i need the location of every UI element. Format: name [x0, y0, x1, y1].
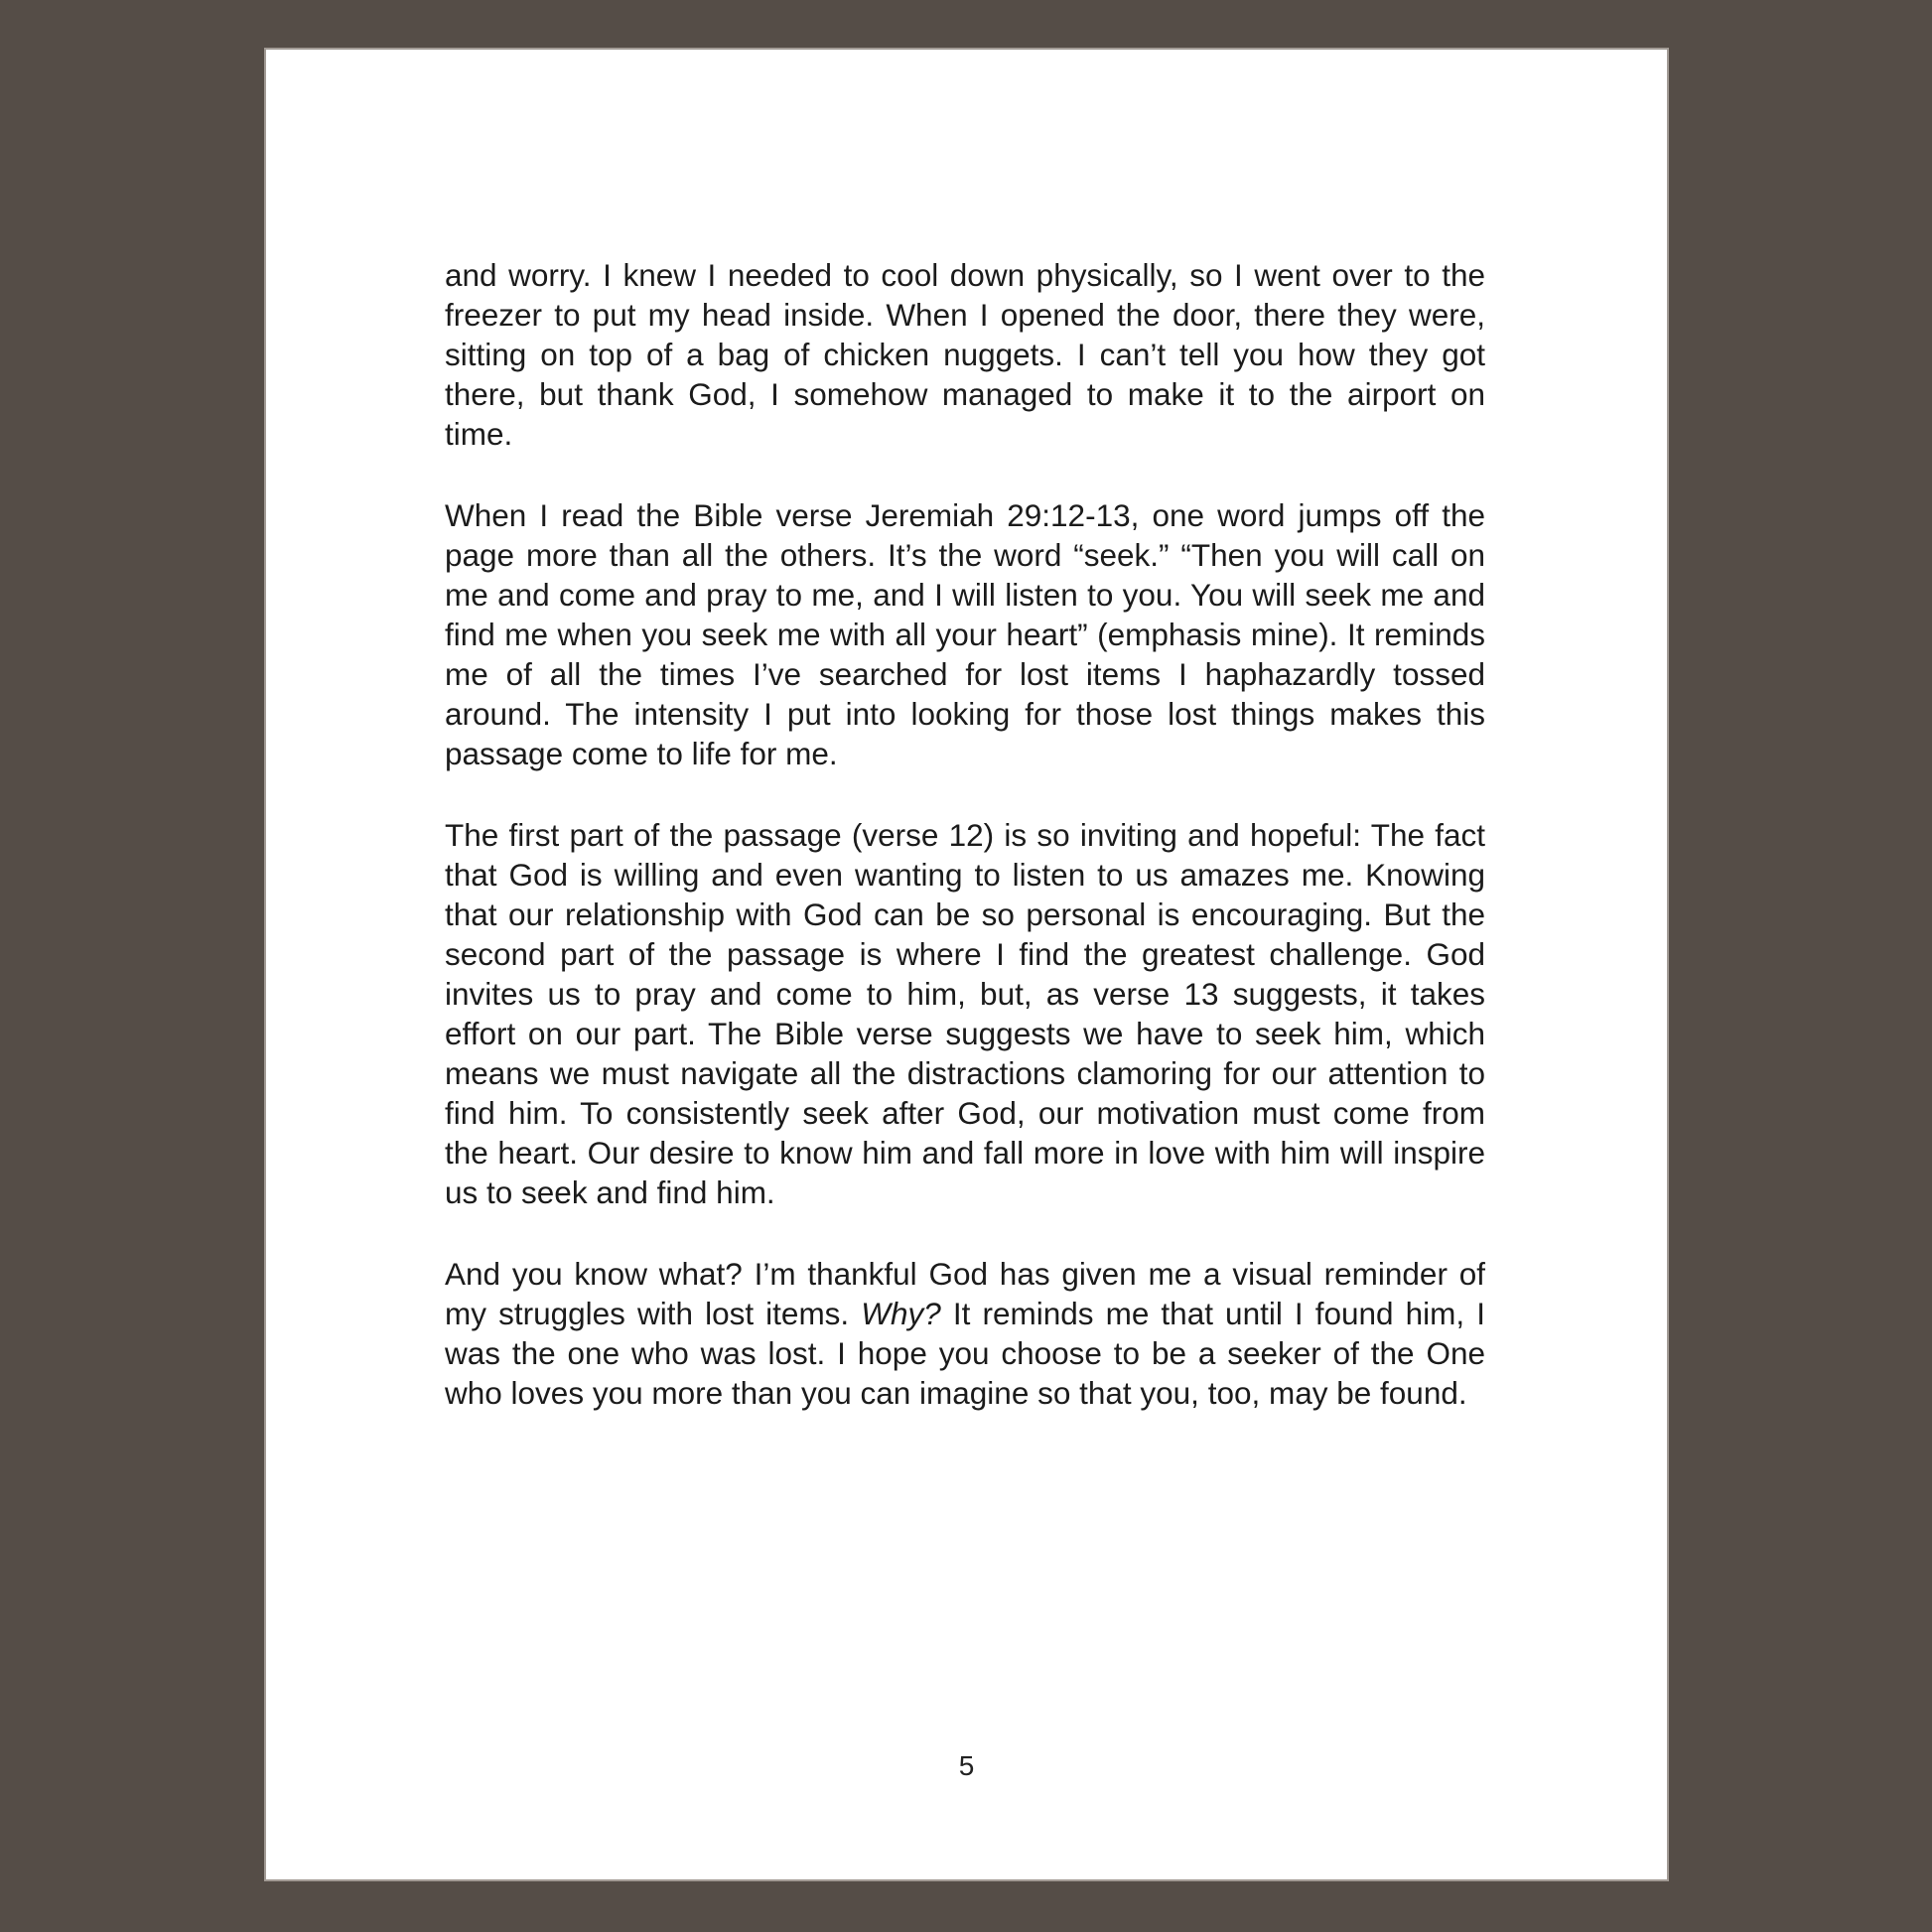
- document-page: [266, 50, 1667, 1879]
- paragraph: The first part of the passage (verse 12) is so inviting and hopeful: The fact that God is willing and even wanting to listen to us amazes me. Knowing that our relationship with God can be so personal is encouraging. But the second part of the passage is where I find the greatest challenge. God invites us to pray and come to him, but, as verse 13 suggests, it takes effort on our part. The Bible verse suggests we have to seek him, which means we must navigate all the distractions clamoring for our attention to find him. To consistently seek after God, our motivation must come from the heart. Our desire to know him and fall more in love with him will inspire us to seek and find him.: [445, 817, 1485, 1210]
- paragraph: When I read the Bible verse Jeremiah 29:12-13, one word jumps off the page more than all the others. It’s the word “seek.” “Then you will call on me and come and pray to me, and I will listen to you. You will seek me and find me when you seek me with all your heart” (emphasis mine). It reminds me of all the times I’ve searched for lost items I haphazardly tossed around. The intensity I put into looking for those lost things makes this passage come to life for me.: [445, 497, 1485, 771]
- page-text: [445, 255, 1485, 1413]
- paragraph: and worry. I knew I needed to cool down physically, so I went over to the freezer to put my head inside. When I opened the door, there they were, sitting on top of a bag of chicken nuggets. I can’t tell you how they got there, but thank God, I somehow managed to make it to the airport on time.: [445, 257, 1485, 452]
- paragraph: And you know what? I’m thankful God has given me a visual reminder of my struggles with lost items. Why? It reminds me that until I found him, I was the one who was lost. I hope you choose to be a seeker of the One who loves you more than you can imagine so that you, too, may be found.: [445, 1256, 1485, 1411]
- page-number: 5: [958, 1750, 975, 1781]
